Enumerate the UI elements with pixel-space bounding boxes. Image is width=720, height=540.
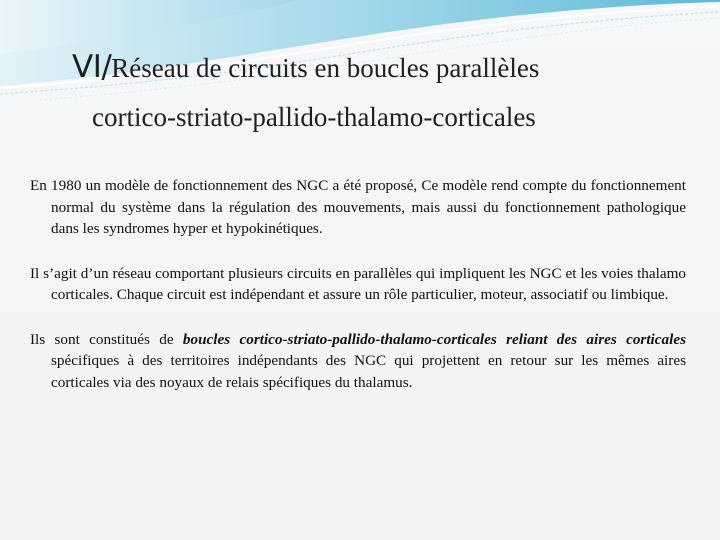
paragraph-1: En 1980 un modèle de fonctionnement des NGC a été proposé, Ce modèle rend compte du fonctionnement normal du système dans la régulation des mouvements, mais aussi du fonctionnement pathologique dans les syndromes hyper et hypokinétiques. [30, 177, 686, 237]
paragraph-3 [30, 329, 686, 394]
title-text-1: Réseau de circuits en boucles parallèles [111, 53, 540, 83]
paragraph-3-intro: Ils sont constitués de [30, 330, 183, 348]
title-section-number: VI/ [72, 49, 112, 85]
slide-body [30, 175, 686, 416]
title-line-1 [72, 49, 540, 85]
paragraph-3-emphasis: boucles cortico-striato-pallido-thalamo-corticales reliant des aires corticales [182, 330, 686, 348]
title-line-2: cortico-striato-pallido-thalamo-corticales [92, 102, 536, 132]
paragraph-3-rest: spécifiques à des territoires indépendants des NGC qui projettent en retour sur les mêmes aires corticales via des noyaux de relais spécifiques du thalamus. [51, 352, 686, 391]
paragraph-2: Il s’agit d’un réseau comportant plusieurs circuits en parallèles qui impliquent les NGC et les voies thalamo corticales. Chaque circuit est indépendant et assure un rôle particulier, moteur, associatif ou limbique. [30, 264, 686, 303]
